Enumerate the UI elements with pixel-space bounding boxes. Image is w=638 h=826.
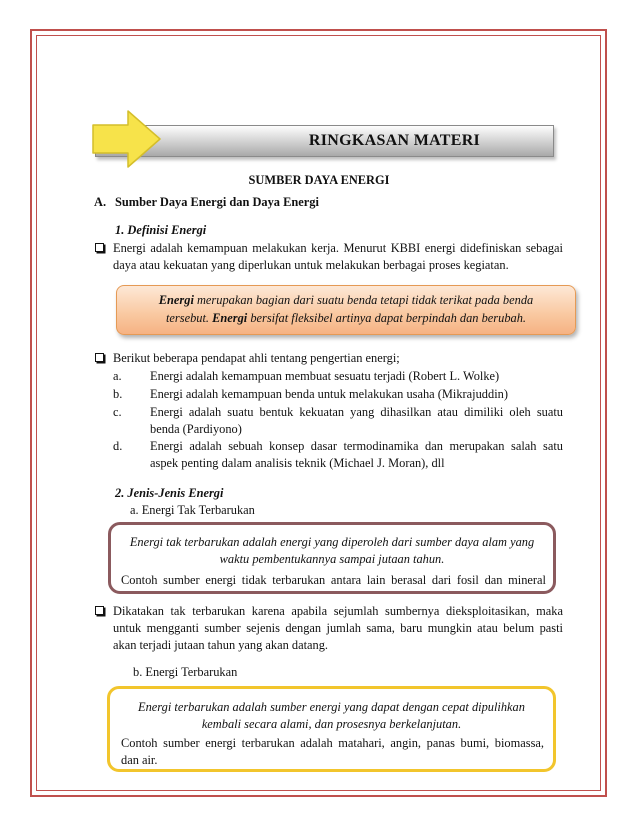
checkbox-bullet-icon <box>95 606 104 615</box>
non-renewable-def-1: Energi tak terbarukan adalah energi yang diperoleh dari sumber daya alam yang <box>129 535 535 549</box>
list-marker: b. <box>113 387 123 401</box>
types-title: 2. Jenis-Jenis Energi <box>115 486 224 500</box>
section-a-marker: A. <box>94 195 107 209</box>
non-renewable-para-3: akan terjadi jutaan tahun yang akan datang. <box>113 638 329 652</box>
callout-line-2: tersebut. Energi bersifat fleksibel artinya dapat berpindah dan berubah. <box>165 311 526 325</box>
experts-intro: Berikut beberapa pendapat ahli tentang pengertian energi; <box>113 351 400 365</box>
list-item: Energi adalah sebuah konsep dasar termodinamika dan merupakan salah satu <box>150 439 563 453</box>
renewable-example-2: dan air. <box>121 753 158 767</box>
section-a-title: Sumber Daya Energi dan Daya Energi <box>115 195 319 209</box>
renewable-label: b. Energi Terbarukan <box>133 665 238 679</box>
non-renewable-def-2: waktu pembentukannya sampai jutaan tahun. <box>219 552 445 566</box>
renewable-def-2: kembali secara alami, dan prosesnya berkelanjutan. <box>201 717 462 731</box>
list-item: Energi adalah kemampuan benda untuk melakukan usaha (Mikrajuddin) <box>150 387 508 401</box>
checkbox-bullet-icon <box>95 353 104 362</box>
list-item: Energi adalah suatu bentuk kekuatan yang dihasilkan atau dimiliki oleh suatu <box>150 405 563 419</box>
list-item: Energi adalah kemampuan membuat sesuatu terjadi (Robert L. Wolke) <box>150 369 500 383</box>
callout-line-1: Energi merupakan bagian dari suatu benda tetapi tidak terikat pada benda <box>158 293 534 307</box>
renewable-example-1: Contoh sumber energi terbarukan adalah matahari, angin, panas bumi, biomassa, <box>121 736 544 750</box>
non-renewable-para-1: Dikatakan tak terbarukan karena apabila sejumlah sumbernya dieksploitasikan, maka <box>113 604 563 618</box>
main-heading: SUMBER DAYA ENERGI <box>248 173 390 187</box>
non-renewable-para-2: untuk mengganti sumber sejenis dengan jumlah sama, baru mungkin atau belum pasti <box>113 621 563 635</box>
list-item-continued: aspek penting dalam analisis teknik (Michael J. Moran), dll <box>150 456 445 470</box>
arrow-right-icon <box>92 110 162 168</box>
checkbox-bullet-icon <box>95 243 104 252</box>
non-renewable-example: Contoh sumber energi tidak terbarukan antara lain berasal dari fosil dan mineral <box>121 573 546 587</box>
renewable-def-1: Energi terbarukan adalah sumber energi yang dapat dengan cepat dipulihkan <box>138 700 525 714</box>
non-renewable-label: a. Energi Tak Terbarukan <box>130 503 255 517</box>
banner-title: RINGKASAN MATERI <box>308 132 481 149</box>
list-item-continued: benda (Pardiyono) <box>150 422 242 436</box>
definition-line-2: daya atau kekuatan yang diperlukan untuk melakukan berbagai proses kegiatan. <box>113 258 509 272</box>
definition-title: 1. Definisi Energi <box>115 223 207 237</box>
definition-line-1: Energi adalah kemampuan melakukan kerja. Menurut KBBI energi didefiniskan sebagai <box>113 241 563 255</box>
list-marker: d. <box>113 439 123 453</box>
summary-banner <box>95 125 554 157</box>
list-marker: a. <box>113 369 122 383</box>
list-marker: c. <box>113 405 122 419</box>
